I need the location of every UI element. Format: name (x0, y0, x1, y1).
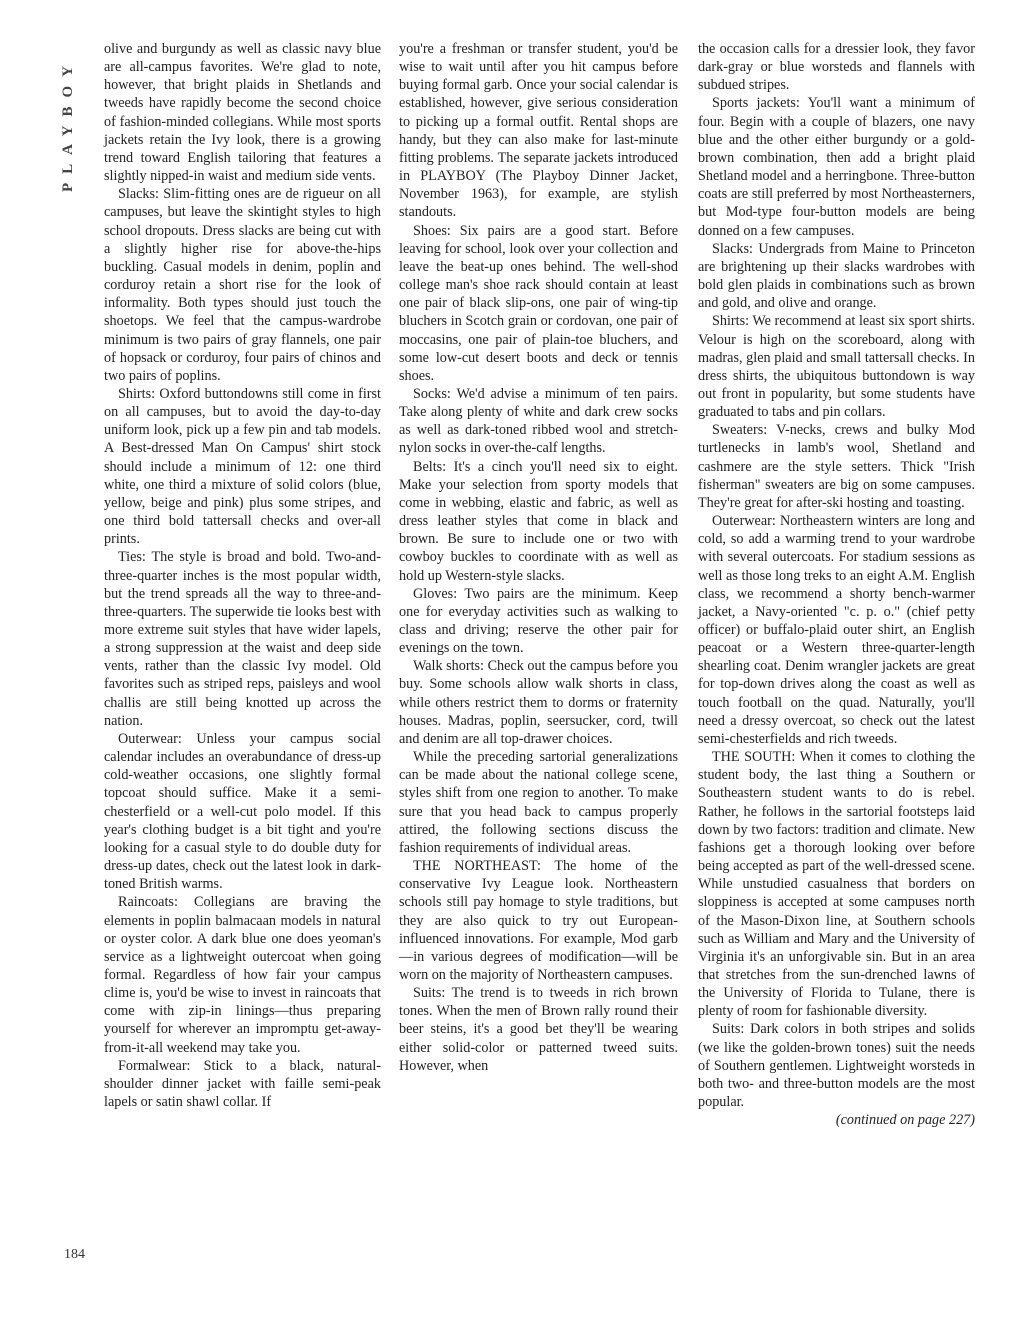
paragraph: Gloves: Two pairs are the minimum. Keep one for everyday activities such as walking to class and driving; reserve the other pair for evenings on the town. (399, 585, 678, 657)
paragraph: Belts: It's a cinch you'll need six to eight. Make your selection from sporty models that come in webbing, elastic and fabric, as well as dress leather styles that come in black and brown. Be sure to include one or two with cowboy buckles to coordinate with as well as hold up Western-style slacks. (399, 458, 678, 584)
paragraph: Socks: We'd advise a minimum of ten pairs. Take along plenty of white and dark crew socks as well as dark-toned ribbed wool and stretch-nylon socks in over-the-calf lengths. (399, 385, 678, 457)
paragraph: olive and burgundy as well as classic navy blue are all-campus favorites. We're glad to note, however, that bright plaids in Shetlands and tweeds have rapidly become the second choice of fashion-minded collegians. While most sports jackets retain the Ivy look, there is a growing trend toward English tailoring that features a slightly nipped-in waist and medium side vents. (104, 41, 381, 185)
paragraph: Walk shorts: Check out the campus before you buy. Some schools allow walk shorts in class, while others restrict them to dorms or fraternity houses. Madras, poplin, seersucker, cord, twill and denim are all top-drawer choices. (399, 658, 678, 747)
paragraph: Sports jackets: You'll want a minimum of four. Begin with a couple of blazers, one navy blue and the other either burgundy or a gold-brown combination, then add a bright plaid Shetland model and a herringbone. Three-button coats are still preferred by most Northeasterners, but Mod-type four-button models are being donned on a few campuses. (698, 95, 975, 239)
paragraph: the occasion calls for a dressier look, they favor dark-gray or blue worsteds and flannels with subdued stripes. (698, 41, 975, 94)
paragraph: you're a freshman or transfer student, you'd be wise to wait until after you hit campus before buying formal garb. Once your social calendar is established, however, give serious consideration to picking up a formal outfit. Rental shops are handy, but they can also make for last-minute fitting problems. The separate jackets introduced in PLAYBOY (The Playboy Dinner Jacket, November 1963), for example, are stylish standouts. (399, 41, 678, 221)
paragraph: Shirts: Oxford buttondowns still come in first on all campuses, but to avoid the day-to-day uniform look, pick up a few pin and tab models. A Best-dressed Man On Campus' shirt stock should include a minimum of 12: one third white, one third a mixture of solid colors (blue, yellow, beige and pink) plus some stripes, and one third bold tattersall checks and over-all prints. (104, 385, 381, 548)
page-number: 184 (64, 1247, 85, 1262)
magazine-masthead (56, 40, 88, 210)
paragraph: Suits: Dark colors in both stripes and solids (we like the golden-brown tones) suit the needs of Southern gentlemen. Lightweight worsteds in both two- and three-button models are the most popular. (698, 1021, 975, 1111)
paragraph: Outerwear: Northeastern winters are long and cold, so add a warming trend to your wardrobe with several outercoats. For stadium sessions as well as those long treks to an eight A.M. English class, we recommend a shorty bench-warmer jacket, a Navy-oriented "c. p. o." (chief petty officer) or buffalo-plaid outer shirt, an English peacoat or a Western three-quarter-length shearling coat. Denim wrangler jackets are great for top-down drives along the coast as well as touch football on the quad. Naturally, you'll need a dressy overcoat, so check out the latest semi-chesterfields and rich tweeds. (698, 513, 975, 747)
paragraph: Raincoats: Collegians are braving the elements in poplin balmacaan models in natural or oyster color. A dark blue one does yeoman's service as a lightweight outercoat when going formal. Regardless of how fair your campus clime is, you'd be wise to invest in raincoats that come with zip-in linings—thus preparing yourself for wherever an impromptu get-away-from-it-all weekend may take you. (104, 894, 381, 1056)
text-column-2 (399, 40, 678, 1075)
paragraph: THE SOUTH: When it comes to clothing the student body, the last thing a Southern or Southeastern student wants to do is rebel. Rather, he follows in the sartorial footsteps laid down by two factors: tradition and climate. New fashions get a thorough looking over before being accepted as part of the well-dressed scene. While unstudied casualness that borders on sloppiness is accepted at some campuses north of the Mason-Dixon line, at Southern schools such as William and Mary and the University of Virginia it's an unforgivable sin. But in an area that stretches from the sun-drenched lawns of the University of Florida to Tulane, there is plenty of room for fashionable diversity. (698, 749, 975, 1020)
paragraph: While the preceding sartorial generalizations can be made about the national college scene, styles shift from one region to another. To make sure that you head back to campus properly attired, the following sections discuss the fashion requirements of individual areas. (399, 749, 678, 856)
paragraph: Outerwear: Unless your campus social calendar includes an overabundance of dress-up cold-weather occasions, one slightly formal topcoat should suffice. Make it a semi-chesterfield or a well-cut polo model. If this year's clothing budget is a bit tight and you're looking for a casual style to do double duty for dress-up dates, check out the latest look in dark-toned British warms. (104, 730, 381, 893)
paragraph: Shoes: Six pairs are a good start. Before leaving for school, look over your collection and leave the beat-up ones behind. The well-shod college man's shoe rack should contain at least one pair of black slip-ons, one pair of wing-tip bluchers in Scotch grain or cordovan, one pair of moccasins, one pair of plain-toe bluchers, and some low-cut desert boots and deck or tennis shoes. (399, 222, 678, 384)
masthead-text: PLAYBOY (60, 57, 76, 192)
paragraph: Slacks: Slim-fitting ones are de rigueur on all campuses, but leave the skintight styles to high school dropouts. Dress slacks are being cut with a slightly higher rise for above-the-hips buckling. Casual models in denim, poplin and corduroy retain a short rise for the look of informality. Both types should just touch the shoetops. We feel that the campus-wardrobe minimum is two pairs of gray flannels, one pair of hopsack or corduroy, four pairs of chinos and two pairs of poplins. (104, 186, 381, 384)
paragraph: Shirts: We recommend at least six sport shirts. Velour is high on the scoreboard, along with madras, glen plaid and small tattersall checks. In dress shirts, the ubiquitous buttondown is way out front in popularity, but some students have graduated to tabs and pin collars. (698, 313, 975, 421)
text-column-3 (698, 40, 975, 1129)
paragraph: THE NORTHEAST: The home of the conservative Ivy League look. Northeastern schools still pay homage to style traditions, but they are also quick to try out European-influenced innovations. For example, Mod garb—in various degrees of modification—will be worn on the majority of Northeastern campuses. (399, 858, 678, 983)
paragraph: Sweaters: V-necks, crews and bulky Mod turtlenecks in lamb's wool, Shetland and cashmere are the style setters. Thick "Irish fisherman" sweaters are big on some campuses. They're great for after-ski hosting and toasting. (698, 422, 975, 511)
paragraph: Ties: The style is broad and bold. Two-and-three-quarter inches is the most popular width, but the trend spreads all the way to three-and-three-quarters. The superwide tie looks best with more extreme suit styles that have wider lapels, a strong suppression at the waist and deep side vents, rather than the classic Ivy model. Old favorites such as striped reps, paisleys and wool challis are still being knotted up across the nation. (104, 549, 381, 729)
paragraph: Formalwear: Stick to a black, natural-shoulder dinner jacket with faille semi-peak lapels or satin shawl collar. If (104, 1057, 381, 1111)
paragraph: Suits: The trend is to tweeds in rich brown tones. When the men of Brown rally round their beer steins, it's a good bet they'll be wearing either solid-color or patterned tweed suits. However, when (399, 985, 678, 1074)
text-column-1 (104, 40, 381, 1111)
continued-on-page-note: (continued on page 227) (835, 1112, 975, 1129)
paragraph: Slacks: Undergrads from Maine to Princeton are brightening up their slacks wardrobes with bold glen plaids in combinations such as brown and gold, and olive and orange. (698, 240, 975, 312)
